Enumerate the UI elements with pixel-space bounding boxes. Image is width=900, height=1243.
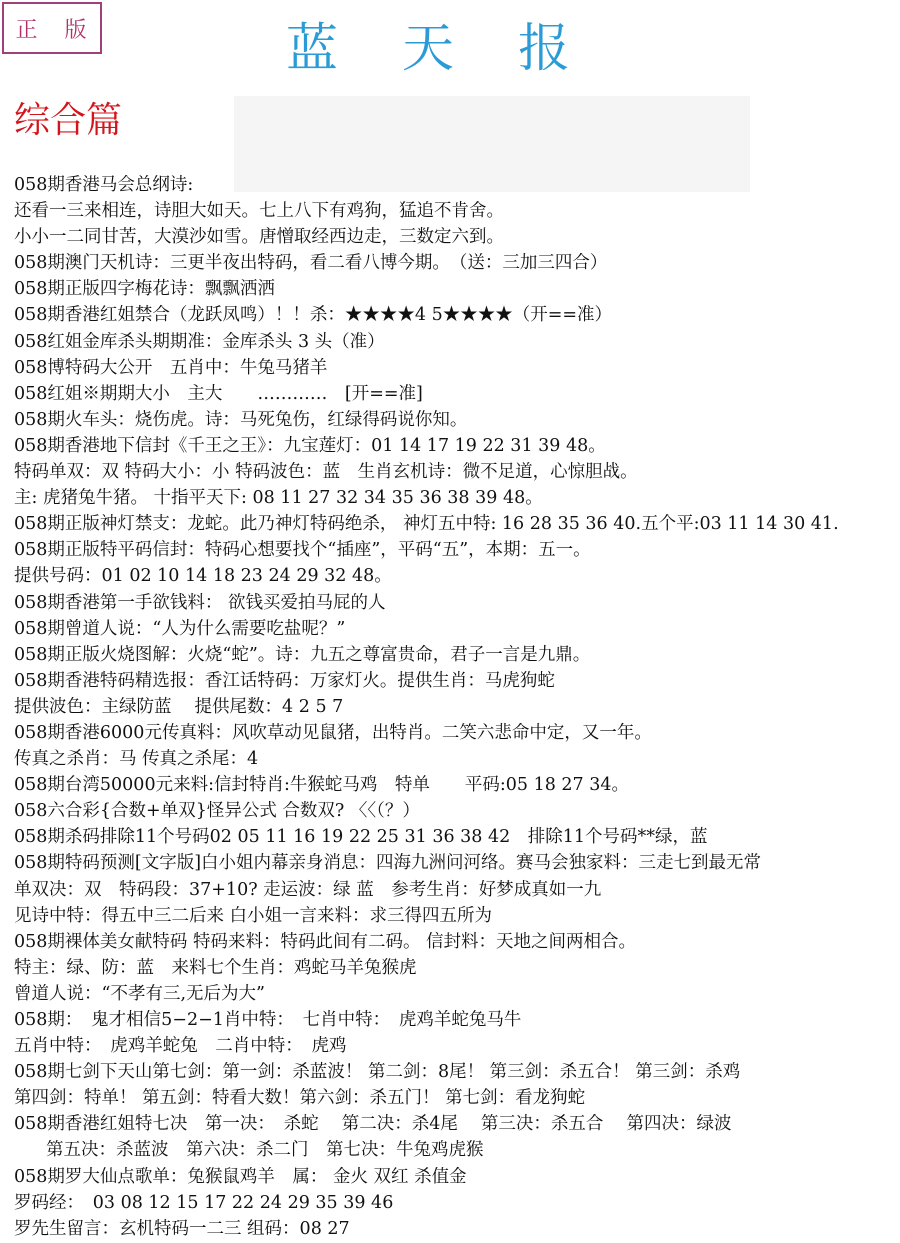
- text-line: 058期香港红姐特七决 第一决： 杀蛇 第二决：杀4尾 第三决：杀五合 第四决：绿波: [14, 1114, 732, 1135]
- text-line: 058期曾道人说：“人为什么需要吃盐呢？”: [14, 618, 346, 639]
- text-line: 罗码经： 03 08 12 15 17 22 24 29 35 39 46: [14, 1192, 394, 1213]
- text-line: 058期香港6000元传真料：风吹草动见鼠猪，出特肖。二笑六悲命中定，又一年。: [14, 722, 652, 743]
- text-line: 058期特码预测[文字版]白小姐内幕亲身消息：四海九洲问河络。赛马会独家料：三走七到最无常: [14, 853, 762, 874]
- text-line: 传真之杀肖：马 传真之杀尾：4: [14, 749, 259, 770]
- text-line: 058期杀码排除11个号码02 05 11 16 19 22 25 31 36 38 42 排除11个号码**绿，蓝: [14, 827, 708, 848]
- text-line: 058博特码大公开 五肖中：牛兔马猪羊: [14, 357, 328, 378]
- page-title: 蓝天报: [285, 19, 634, 79]
- text-line: 058期裸体美女献特码 特码来料：特码此间有二码。 信封料：天地之间两相合。: [14, 931, 637, 952]
- text-line: 五肖中特： 虎鸡羊蛇兔 二肖中特： 虎鸡: [14, 1036, 347, 1057]
- text-line: 罗先生留言：玄机特码一二三 组码：08 27: [14, 1218, 350, 1239]
- text-line: 小小一二同甘苦，大漠沙如雪。唐憎取经西边走，三数定六到。: [14, 227, 504, 248]
- text-line: 058期七剑下天山第七剑：第一剑：杀蓝波！ 第二剑：8尾！ 第三剑：杀五合！ 第三剑：杀鸡: [14, 1062, 741, 1083]
- text-line: 058期： 鬼才相信5−2−1肖中特： 七肖中特： 虎鸡羊蛇兔马牛: [14, 1010, 522, 1030]
- text-line: 第四剑：特单！ 第五剑：特看大数！第六剑：杀五门！ 第七剑：看龙狗蛇: [14, 1088, 586, 1109]
- section-title: 综合篇: [14, 100, 123, 141]
- text-line: 058六合彩{合数+单双}怪异公式 合数双? 〈〈（？）: [14, 801, 420, 822]
- text-line: 058期正版特平码信封：特码心想要找个“插座”，平码“五”，本期：五一。: [14, 540, 591, 561]
- text-line: 第五决：杀蓝波 第六决：杀二门 第七决：牛兔鸡虎猴: [46, 1140, 484, 1161]
- text-line: 058期香港马会总纲诗:: [14, 175, 194, 195]
- text-line: 058期香港红姐禁合（龙跃凤鸣）！！杀：★★★★4 5★★★★（开==准）: [14, 305, 613, 326]
- text-line: 058期火车头：烧伤虎。诗：马死兔伤，红绿得码说你知。: [14, 409, 468, 430]
- edition-badge: 正 版: [2, 2, 102, 54]
- text-line: 058期香港地下信封《千王之王》：九宝莲灯：01 14 17 19 22 31 39 48。: [14, 435, 606, 456]
- text-line: 058期澳门天机诗：三更半夜出特码，看二看八博今期。 （送：三加三四合）: [14, 253, 608, 274]
- text-line: 058期正版神灯禁支：龙蛇。此乃神灯特码绝杀， 神灯五中特: 16 28 35 36 40.五个平:03 11 14 30 41.: [14, 514, 839, 535]
- text-line: 058期正版四字梅花诗：飘飘洒洒: [14, 279, 275, 300]
- text-line: 058红姐※期期大小 主大 ………… [开==准]: [14, 383, 423, 404]
- text-line: 058期正版火烧图解：火烧“蛇”。诗：九五之尊富贵命，君子一言是九鼎。: [14, 644, 591, 665]
- text-line: 提供号码：01 02 10 14 18 23 24 29 32 48。: [14, 566, 392, 587]
- text-line: 提供波色：主绿防蓝 提供尾数：4 2 5 7: [14, 696, 344, 717]
- text-line: 特码单双：双 特码大小：小 特码波色：蓝 生肖玄机诗：微不足道，心惊胆战。: [14, 462, 638, 483]
- content-body: [14, 172, 900, 1242]
- text-line: 主: 虎猪兔牛猪。 十指平天下: 08 11 27 32 34 35 36 38 39 48。: [14, 488, 543, 509]
- text-line: 还看一三来相连，诗胆大如天。七上八下有鸡狗，猛追不肯舍。: [14, 201, 504, 222]
- text-line: 058期罗大仙点歌单：兔猴鼠鸡羊 属： 金火 双红 杀值金: [14, 1166, 467, 1187]
- text-line: 单双决：双 特码段：37+10? 走运波：绿 蓝 参考生肖：好梦成真如一九: [14, 879, 602, 900]
- text-line: 058期台湾50000元来料:信封特肖:牛猴蛇马鸡 特单 平码:05 18 27 34。: [14, 775, 630, 796]
- text-line: 特主：绿、防：蓝 来料七个生肖：鸡蛇马羊兔猴虎: [14, 957, 417, 978]
- text-line: 058红姐金库杀头期期准：金库杀头 3 头（准）: [14, 331, 385, 352]
- text-line: 见诗中特：得五中三二后来 白小姐一言来料：求三得四五所为: [14, 905, 493, 926]
- text-line: 曾道人说：“不孝有三,无后为大”: [14, 983, 265, 1004]
- text-line: 058期香港特码精选报：香江话特码：万家灯火。提供生肖：马虎狗蛇: [14, 670, 555, 691]
- text-line: 058期香港第一手欲钱料： 欲钱买爱拍马屁的人: [14, 592, 386, 613]
